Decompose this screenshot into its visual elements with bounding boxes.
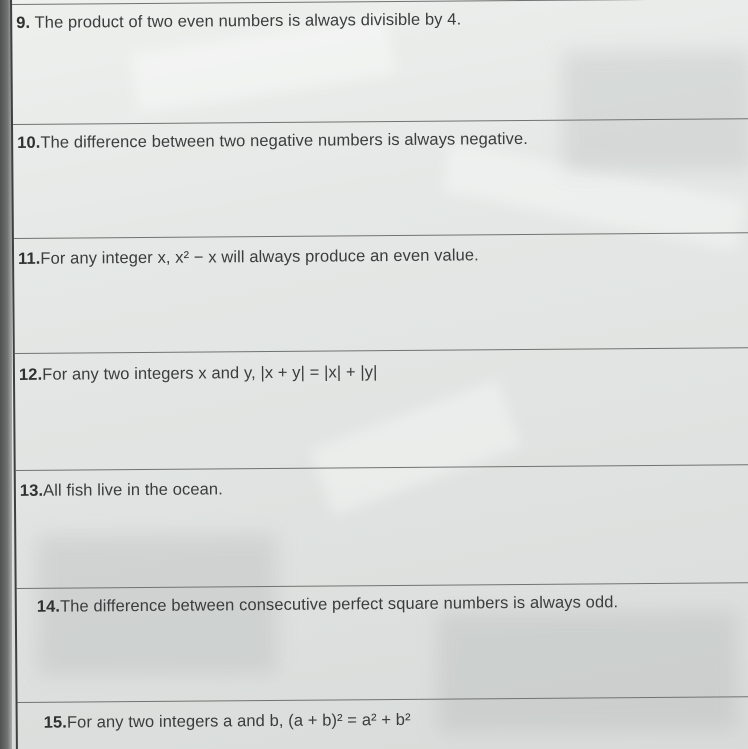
question-13 bbox=[20, 476, 748, 501]
section-divider bbox=[12, 0, 748, 5]
question-number: 13. bbox=[19, 481, 44, 500]
question-number: 15. bbox=[43, 713, 68, 732]
question-11 bbox=[18, 244, 748, 269]
section-divider bbox=[18, 696, 748, 703]
section-divider bbox=[13, 118, 748, 125]
question-text: For any two integers x and y, |x + y| = |x| + |y| bbox=[42, 363, 378, 384]
question-text: For any integer x, x² − x will always produce an even value. bbox=[40, 246, 479, 268]
section-divider bbox=[14, 232, 748, 239]
question-12 bbox=[19, 360, 748, 385]
question-text: The difference between two negative numbers is always negative. bbox=[40, 129, 528, 152]
question-number: 10. bbox=[17, 133, 41, 152]
section-divider bbox=[16, 464, 748, 471]
question-number: 14. bbox=[36, 597, 61, 616]
question-text: All fish live in the ocean. bbox=[43, 480, 223, 500]
question-number: 9. bbox=[16, 13, 31, 32]
question-number: 11. bbox=[17, 249, 41, 268]
question-9 bbox=[16, 8, 748, 33]
question-text: For any two integers a and b, (a + b)² = a² + b² bbox=[66, 710, 411, 732]
question-14 bbox=[37, 592, 748, 617]
question-number: 12. bbox=[18, 365, 43, 384]
worksheet-sheet bbox=[10, 0, 748, 749]
question-15 bbox=[44, 708, 748, 733]
question-text: The difference between consecutive perfect square numbers is always odd. bbox=[59, 593, 619, 616]
question-10 bbox=[17, 128, 748, 153]
section-divider bbox=[17, 582, 748, 589]
section-divider bbox=[15, 347, 748, 354]
question-text: The product of two even numbers is always divisible by 4. bbox=[34, 10, 462, 32]
